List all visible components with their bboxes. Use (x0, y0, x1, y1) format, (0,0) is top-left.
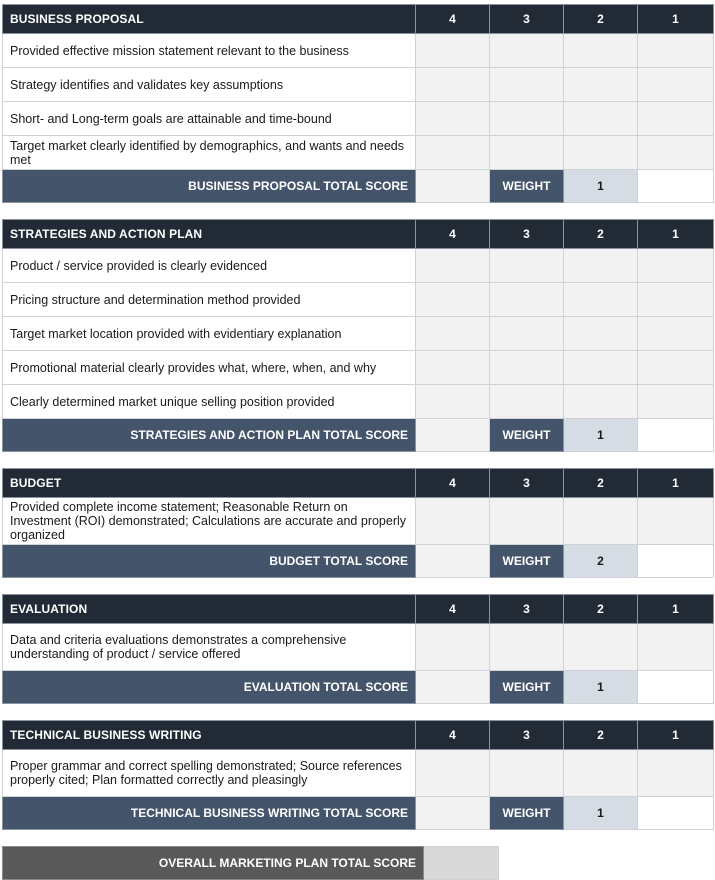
score-header-2: 2 (564, 5, 638, 34)
score-cell-3[interactable] (490, 624, 564, 671)
score-cell-1[interactable] (638, 34, 714, 68)
criterion-text: Data and criteria evaluations demonstrates a comprehensive understanding of product / service offered (3, 624, 416, 671)
section-header-technical-writing (3, 721, 714, 750)
section-total-label: BUSINESS PROPOSAL TOTAL SCORE (3, 170, 416, 203)
weighted-score-cell[interactable] (638, 797, 714, 830)
criterion-row (3, 624, 714, 671)
criterion-row (3, 136, 714, 170)
score-cell-1[interactable] (638, 249, 714, 283)
score-cell-2[interactable] (564, 498, 638, 545)
score-header-1: 1 (638, 721, 714, 750)
score-cell-2[interactable] (564, 34, 638, 68)
criterion-row (3, 498, 714, 545)
score-cell-3[interactable] (490, 385, 564, 419)
weight-value: 1 (564, 797, 638, 830)
score-header-3: 3 (490, 721, 564, 750)
score-header-1: 1 (638, 595, 714, 624)
score-header-1: 1 (638, 469, 714, 498)
weighted-score-cell[interactable] (638, 545, 714, 578)
score-cell-3[interactable] (490, 498, 564, 545)
criterion-text: Proper grammar and correct spelling demonstrated; Source references properly cited; Plan formatted correctly and pleasingly (3, 750, 416, 797)
section-total-row (3, 797, 714, 830)
score-cell-4[interactable] (416, 750, 490, 797)
weight-value: 1 (564, 170, 638, 203)
criterion-text: Pricing structure and determination method provided (3, 283, 416, 317)
score-cell-1[interactable] (638, 385, 714, 419)
criterion-row (3, 351, 714, 385)
section-header-business-proposal (3, 5, 714, 34)
score-cell-4[interactable] (416, 351, 490, 385)
score-header-4: 4 (416, 469, 490, 498)
criterion-row (3, 249, 714, 283)
criterion-row (3, 102, 714, 136)
score-cell-3[interactable] (490, 351, 564, 385)
weight-value: 1 (564, 419, 638, 452)
score-cell-4[interactable] (416, 249, 490, 283)
score-header-4: 4 (416, 220, 490, 249)
score-header-2: 2 (564, 220, 638, 249)
score-cell-2[interactable] (564, 385, 638, 419)
score-header-4: 4 (416, 5, 490, 34)
score-header-2: 2 (564, 469, 638, 498)
score-cell-4[interactable] (416, 624, 490, 671)
score-cell-1[interactable] (638, 68, 714, 102)
section-total-score-cell[interactable] (416, 419, 490, 452)
weight-label: WEIGHT (490, 419, 564, 452)
score-cell-4[interactable] (416, 68, 490, 102)
section-title: TECHNICAL BUSINESS WRITING (3, 721, 416, 750)
score-cell-1[interactable] (638, 317, 714, 351)
score-header-4: 4 (416, 721, 490, 750)
score-header-3: 3 (490, 595, 564, 624)
score-cell-2[interactable] (564, 624, 638, 671)
section-total-row (3, 671, 714, 704)
score-cell-4[interactable] (416, 385, 490, 419)
criterion-text: Strategy identifies and validates key assumptions (3, 68, 416, 102)
score-cell-4[interactable] (416, 317, 490, 351)
criterion-text: Clearly determined market unique selling position provided (3, 385, 416, 419)
section-total-label: BUDGET TOTAL SCORE (3, 545, 416, 578)
section-title: EVALUATION (3, 595, 416, 624)
criterion-row (3, 68, 714, 102)
score-header-4: 4 (416, 595, 490, 624)
rubric-sheet (2, 4, 713, 880)
score-header-3: 3 (490, 5, 564, 34)
score-cell-2[interactable] (564, 136, 638, 170)
section-total-score-cell[interactable] (416, 671, 490, 704)
criterion-text: Promotional material clearly provides what, where, when, and why (3, 351, 416, 385)
score-cell-2[interactable] (564, 351, 638, 385)
score-cell-1[interactable] (638, 498, 714, 545)
section-total-label: TECHNICAL BUSINESS WRITING TOTAL SCORE (3, 797, 416, 830)
criterion-text: Target market clearly identified by demographics, and wants and needs met (3, 136, 416, 170)
score-cell-1[interactable] (638, 136, 714, 170)
criterion-text: Target market location provided with evidentiary explanation (3, 317, 416, 351)
section-total-score-cell[interactable] (416, 797, 490, 830)
score-cell-3[interactable] (490, 750, 564, 797)
section-total-label: STRATEGIES AND ACTION PLAN TOTAL SCORE (3, 419, 416, 452)
score-cell-3[interactable] (490, 283, 564, 317)
score-cell-3[interactable] (490, 317, 564, 351)
section-total-row (3, 419, 714, 452)
score-header-3: 3 (490, 469, 564, 498)
score-cell-4[interactable] (416, 136, 490, 170)
score-cell-2[interactable] (564, 317, 638, 351)
criterion-row (3, 750, 714, 797)
section-total-row (3, 545, 714, 578)
section-total-score-cell[interactable] (416, 170, 490, 203)
section-title: STRATEGIES AND ACTION PLAN (3, 220, 416, 249)
overall-total-label: OVERALL MARKETING PLAN TOTAL SCORE (3, 847, 424, 880)
score-cell-3[interactable] (490, 34, 564, 68)
score-cell-3[interactable] (490, 102, 564, 136)
score-cell-2[interactable] (564, 102, 638, 136)
overall-total-row (3, 847, 499, 880)
section-total-score-cell[interactable] (416, 545, 490, 578)
section-title: BUSINESS PROPOSAL (3, 5, 416, 34)
score-cell-4[interactable] (416, 498, 490, 545)
weighted-score-cell[interactable] (638, 170, 714, 203)
score-header-1: 1 (638, 5, 714, 34)
score-header-3: 3 (490, 220, 564, 249)
score-cell-1[interactable] (638, 624, 714, 671)
rubric-table (2, 4, 714, 846)
score-cell-1[interactable] (638, 283, 714, 317)
criterion-row (3, 385, 714, 419)
score-cell-2[interactable] (564, 249, 638, 283)
score-cell-4[interactable] (416, 283, 490, 317)
criterion-text: Short- and Long-term goals are attainable and time-bound (3, 102, 416, 136)
score-cell-1[interactable] (638, 351, 714, 385)
weight-label: WEIGHT (490, 797, 564, 830)
score-cell-2[interactable] (564, 68, 638, 102)
criterion-row (3, 34, 714, 68)
overall-total-table (2, 846, 499, 880)
criterion-text: Provided complete income statement; Reasonable Return on Investment (ROI) demonstrated; Calculations are accurate and properly organized (3, 498, 416, 545)
score-header-2: 2 (564, 595, 638, 624)
criterion-row (3, 283, 714, 317)
section-total-label: EVALUATION TOTAL SCORE (3, 671, 416, 704)
weight-value: 2 (564, 545, 638, 578)
weighted-score-cell[interactable] (638, 671, 714, 704)
section-header-evaluation (3, 595, 714, 624)
score-header-1: 1 (638, 220, 714, 249)
section-header-budget (3, 469, 714, 498)
score-cell-1[interactable] (638, 102, 714, 136)
overall-total-score-cell[interactable] (424, 847, 499, 880)
score-cell-3[interactable] (490, 249, 564, 283)
criterion-row (3, 317, 714, 351)
score-cell-1[interactable] (638, 750, 714, 797)
score-cell-4[interactable] (416, 102, 490, 136)
criterion-text: Product / service provided is clearly evidenced (3, 249, 416, 283)
weight-label: WEIGHT (490, 170, 564, 203)
section-total-row (3, 170, 714, 203)
score-cell-3[interactable] (490, 68, 564, 102)
score-cell-3[interactable] (490, 136, 564, 170)
section-header-strategies (3, 220, 714, 249)
score-cell-2[interactable] (564, 283, 638, 317)
section-title: BUDGET (3, 469, 416, 498)
weight-label: WEIGHT (490, 545, 564, 578)
weight-label: WEIGHT (490, 671, 564, 704)
weighted-score-cell[interactable] (638, 419, 714, 452)
weight-value: 1 (564, 671, 638, 704)
criterion-text: Provided effective mission statement relevant to the business (3, 34, 416, 68)
score-cell-4[interactable] (416, 34, 490, 68)
score-header-2: 2 (564, 721, 638, 750)
score-cell-2[interactable] (564, 750, 638, 797)
